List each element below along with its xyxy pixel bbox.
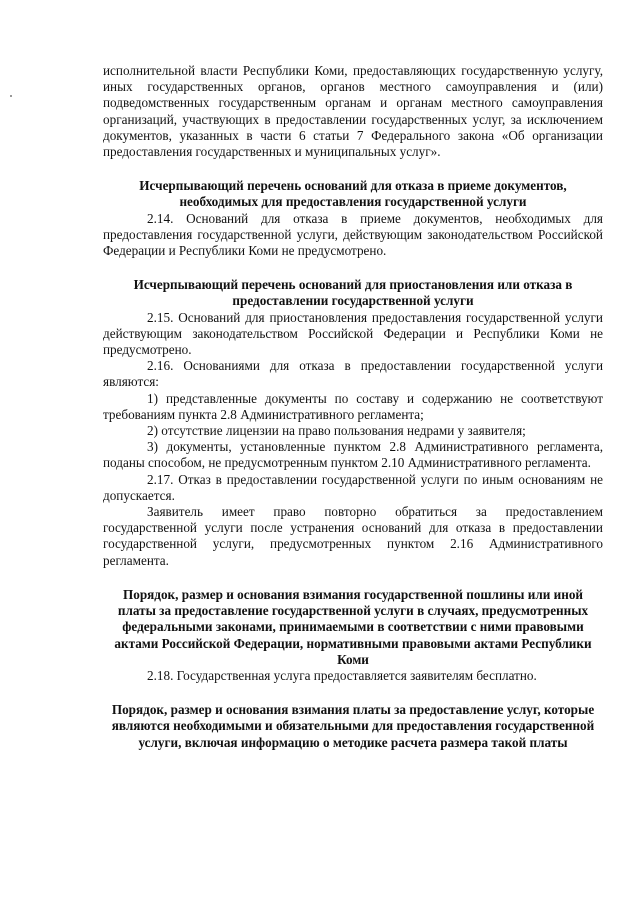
scan-speck xyxy=(10,95,12,97)
document-body xyxy=(103,63,603,751)
section-heading-refusal-acceptance: Исчерпывающий перечень оснований для отказа в приеме документов, необходимых для предоставления государственной услуги xyxy=(139,178,567,210)
section-heading-state-fee: Порядок, размер и основания взимания государственной пошлины или иной платы за предоставление государственной услуги в случаях, предусмотренных федеральными законами, принимаемыми в соответствии с ними правовыми актами Российской Федерации, нормативными правовыми актами Республики Коми xyxy=(114,586,592,667)
paragraph-2-16: 2.16. Основаниями для отказа в предоставлении государственной услуги являются: xyxy=(103,358,603,390)
paragraph-reapply: Заявитель имеет право повторно обратиться за предоставлением государственной услуги после устранения оснований для отказа в предоставлении государственной услуги, предусмотренных пунктом 2.16 Административного регламента. xyxy=(103,504,603,568)
paragraph-2-15: 2.15. Оснований для приостановления предоставления государственной услуги действующим законодательством Российской Федерации и Республики Коми не предусмотрено. xyxy=(103,309,603,358)
paragraph-2-14: 2.14. Оснований для отказа в приеме документов, необходимых для предоставления государственной услуги, действующим законодательством Российской Федерации и Республики Коми не предусмотрено. xyxy=(103,210,603,259)
paragraph-2-18: 2.18. Государственная услуга предоставляется заявителям бесплатно. xyxy=(147,667,537,683)
section-heading-payment-necessary-services: Порядок, размер и основания взимания платы за предоставление услуг, которые являются необходимыми и обязательными для предоставления государственной услуги, включая информацию о методике расчета размера такой платы xyxy=(111,702,595,750)
list-item-1: 1) представленные документы по составу и содержанию не соответствуют требованиям пункта 2.8 Административного регламента; xyxy=(103,390,603,422)
list-item-2: 2) отсутствие лицензии на право пользования недрами у заявителя; xyxy=(147,423,526,439)
paragraph-continuation: исполнительной власти Республики Коми, предоставляющих государственную услугу, иных государственных органов, органов местного самоуправления и (или) подведомственных государственным органам и органам местного самоуправления организаций, участвующих в предоставлении государственных услуг, за исключением документов, указанных в части 6 статьи 7 Федерального закона «Об организации предоставления государственных и муниципальных услуг». xyxy=(103,63,603,160)
paragraph-2-17: 2.17. Отказ в предоставлении государственной услуги по иным основаниям не допускается. xyxy=(103,471,603,503)
list-item-3: 3) документы, установленные пунктом 2.8 Административного регламента, поданы способом, не предусмотренным пунктом 2.10 Административного регламента. xyxy=(103,439,603,471)
section-heading-suspension-refusal: Исчерпывающий перечень оснований для приостановления или отказа в предоставлении государственной услуги xyxy=(133,277,573,309)
